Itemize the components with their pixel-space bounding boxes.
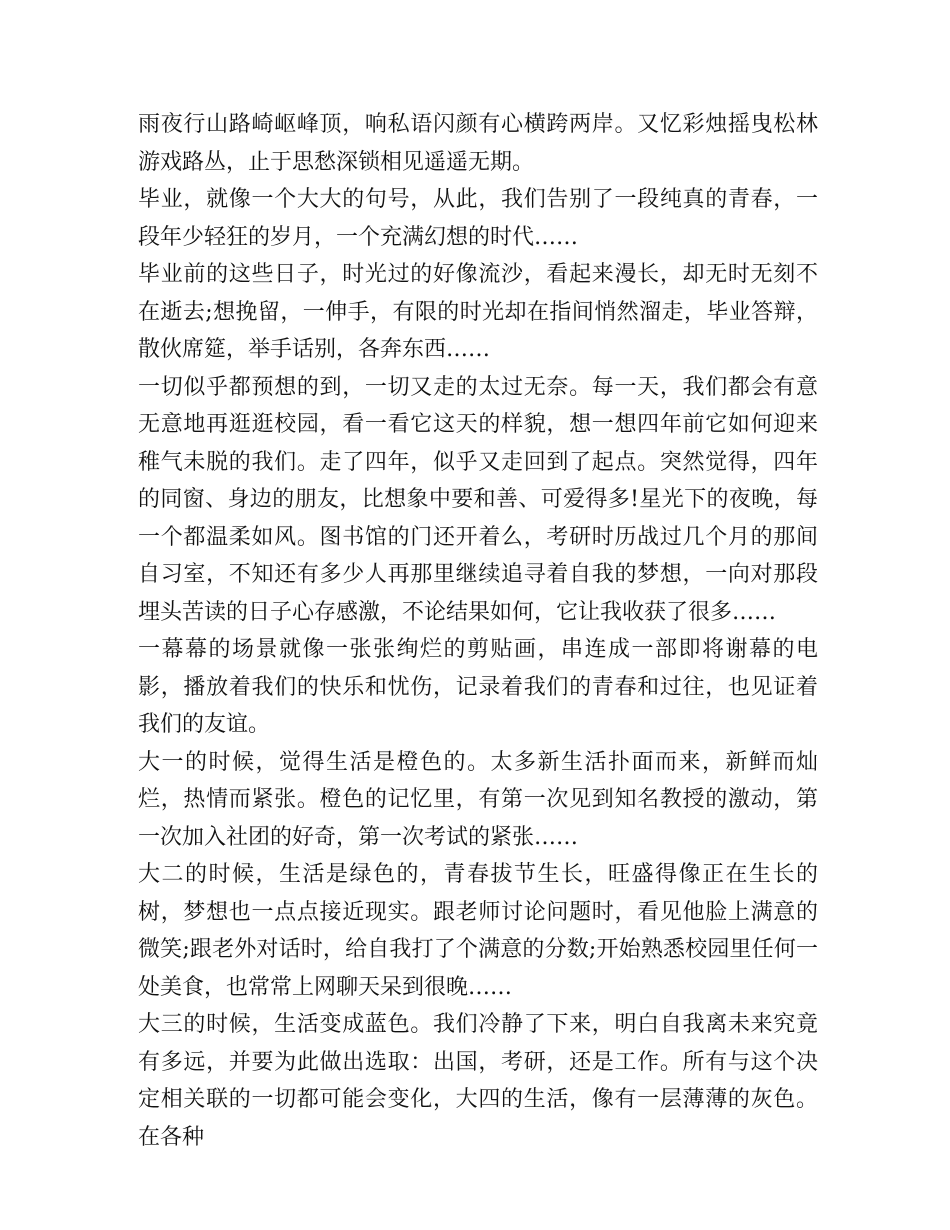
paragraph-1: 雨夜行山路崎岖峰顶，响私语闪颜有心横跨两岸。又忆彩烛摇曳松林游戏路丛，止于思愁深锁相见遥遥无期。	[138, 112, 818, 175]
paragraph-7: 大二的时候，生活是绿色的，青春拔节生长，旺盛得像正在生长的树，梦想也一点点接近现实。跟老师讨论问题时，看见他脸上满意的微笑;跟老外对话时，给自我打了个满意的分数;开始熟悉校园里任何一处美食，也常常上网聊天呆到很晚……	[138, 862, 818, 1000]
paragraph-3: 毕业前的这些日子，时光过的好像流沙，看起来漫长，却无时无刻不在逝去;想挽留，一伸手，有限的时光却在指间悄然溜走，毕业答辩，散伙席筵，举手话别，各奔东西……	[138, 262, 818, 362]
document-body	[138, 106, 818, 1156]
paragraph-5: 一幕幕的场景就像一张张绚烂的剪贴画，串连成一部即将谢幕的电影，播放着我们的快乐和忧伤，记录着我们的青春和过往，也见证着我们的友谊。	[138, 637, 818, 737]
paragraph-6: 大一的时候，觉得生活是橙色的。太多新生活扑面而来，新鲜而灿烂，热情而紧张。橙色的记忆里，有第一次见到知名教授的激动，第一次加入社团的好奇，第一次考试的紧张……	[138, 749, 818, 850]
paragraph-2: 毕业，就像一个大大的句号，从此，我们告别了一段纯真的青春，一段年少轻狂的岁月，一个充满幻想的时代……	[138, 187, 818, 250]
paragraph-4: 一切似乎都预想的到，一切又走的太过无奈。每一天，我们都会有意无意地再逛逛校园，看一看它这天的样貌，想一想四年前它如何迎来稚气未脱的我们。走了四年，似乎又走回到了起点。突然觉得，四年的同窗、身边的朋友，比想象中要和善、可爱得多!星光下的夜晚，每一个都温柔如风。图书馆的门还开着么，考研时历战过几个月的那间自习室，不知还有多少人再那里继续追寻着自我的梦想，一向对那段埋头苦读的日子心存感激，不论结果如何，它让我收获了很多……	[138, 374, 818, 625]
paragraph-8: 大三的时候，生活变成蓝色。我们冷静了下来，明白自我离未来究竟有多远，并要为此做出选取：出国，考研，还是工作。所有与这个决定相关联的一切都可能会变化，大四的生活，像有一层薄薄的灰色。在各种	[138, 1012, 818, 1150]
